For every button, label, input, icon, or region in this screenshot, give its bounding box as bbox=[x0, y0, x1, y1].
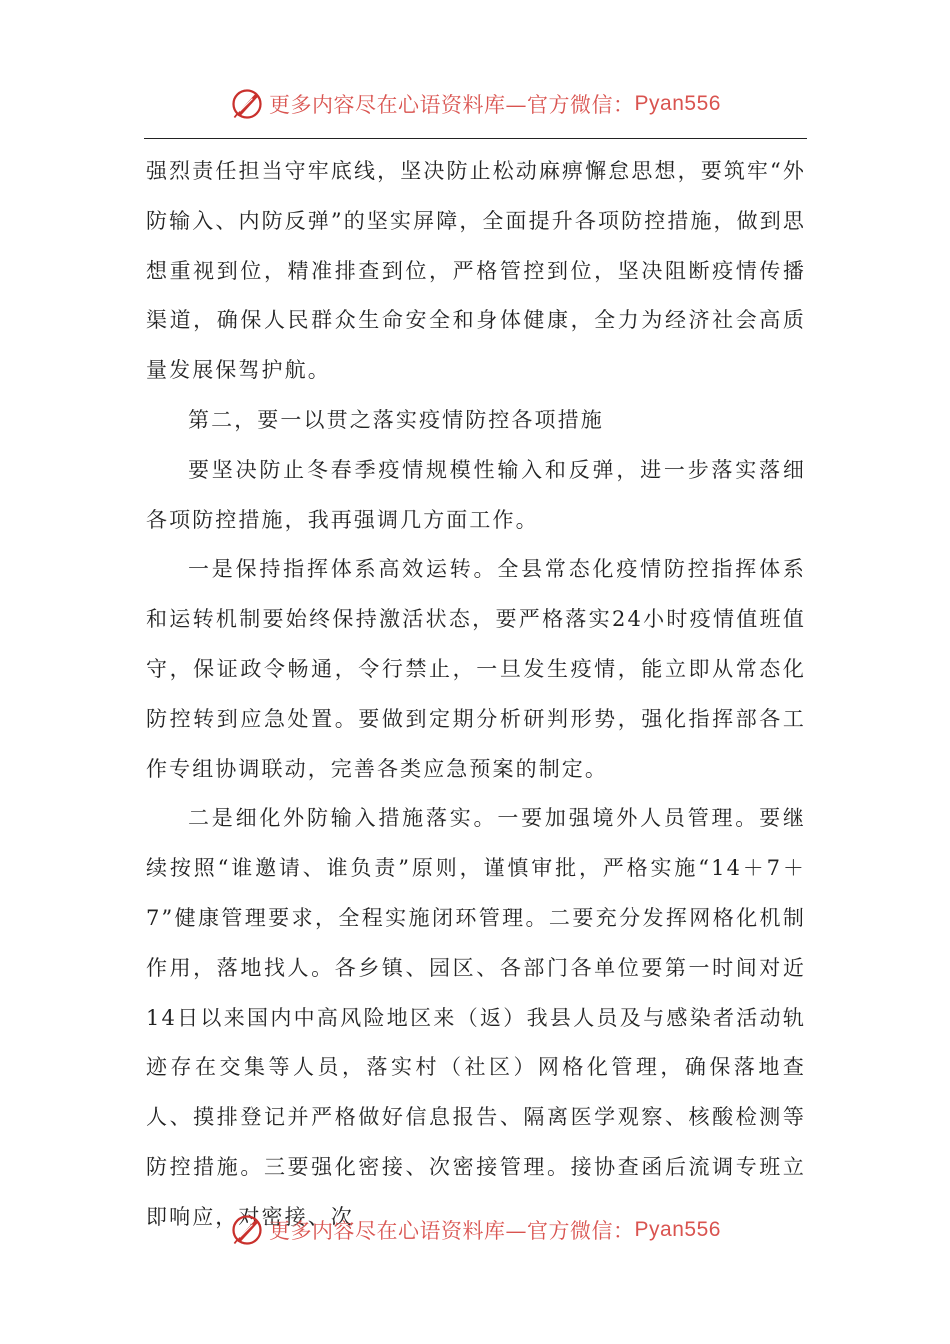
banner-wechat-handle: Pyan556 bbox=[634, 92, 721, 115]
document-body bbox=[146, 147, 806, 1243]
header-watermark-banner bbox=[0, 84, 950, 124]
banner-wechat-label: 官方微信： bbox=[527, 1219, 635, 1243]
banner-wechat-label: 官方微信： bbox=[527, 93, 635, 117]
banner-site-text: 更多内容尽在心语资料库— bbox=[269, 93, 528, 117]
footer-watermark-banner bbox=[0, 1210, 950, 1250]
header-divider bbox=[144, 138, 807, 139]
banner-site-text: 更多内容尽在心语资料库— bbox=[269, 1219, 528, 1243]
quill-logo-icon bbox=[229, 1212, 265, 1248]
section-heading: 第二，要一以贯之落实疫情防控各项措施 bbox=[188, 407, 604, 432]
quill-logo-icon bbox=[229, 86, 265, 122]
paragraph-continuation: 强烈责任担当守牢底线，坚决防止松动麻痹懈怠思想，要筑牢“外防输入、内防反弹”的坚实屏障，全面提升各项防控措施，做到思想重视到位，精准排查到位，严格管控到位，坚决阻断疫情传播渠道，确保人民群众生命安全和身体健康，全力为经济社会高质量发展保驾护航。 bbox=[146, 159, 806, 383]
paragraph: 要坚决防止冬春季疫情规模性输入和反弹，进一步落实落细各项防控措施，我再强调几方面工作。 bbox=[146, 457, 806, 532]
paragraph: 二是细化外防输入措施落实。一要加强境外人员管理。要继续按照“谁邀请、谁负责”原则，谨慎审批，严格实施“14＋7＋7”健康管理要求，全程实施闭环管理。二要充分发挥网格化机制作用，落地找人。各乡镇、园区、各部门各单位要第一时间对近14日以来国内中高风险地区来（返）我县人员及与感染者活动轨迹存在交集等人员，落实村（社区）网格化管理，确保落地查人、摸排登记并严格做好信息报告、隔离医学观察、核酸检测等防控措施。三要强化密接、次密接管理。接协查函后流调专班立即响应，对密接、次 bbox=[146, 806, 806, 1229]
paragraph: 一是保持指挥体系高效运转。全县常态化疫情防控指挥体系和运转机制要始终保持激活状态，要严格落实24小时疫情值班值守，保证政令畅通，令行禁止，一旦发生疫情，能立即从常态化防控转到应急处置。要做到定期分析研判形势，强化指挥部各工作专组协调联动，完善各类应急预案的制定。 bbox=[146, 557, 806, 781]
banner-wechat-handle: Pyan556 bbox=[634, 1218, 721, 1241]
